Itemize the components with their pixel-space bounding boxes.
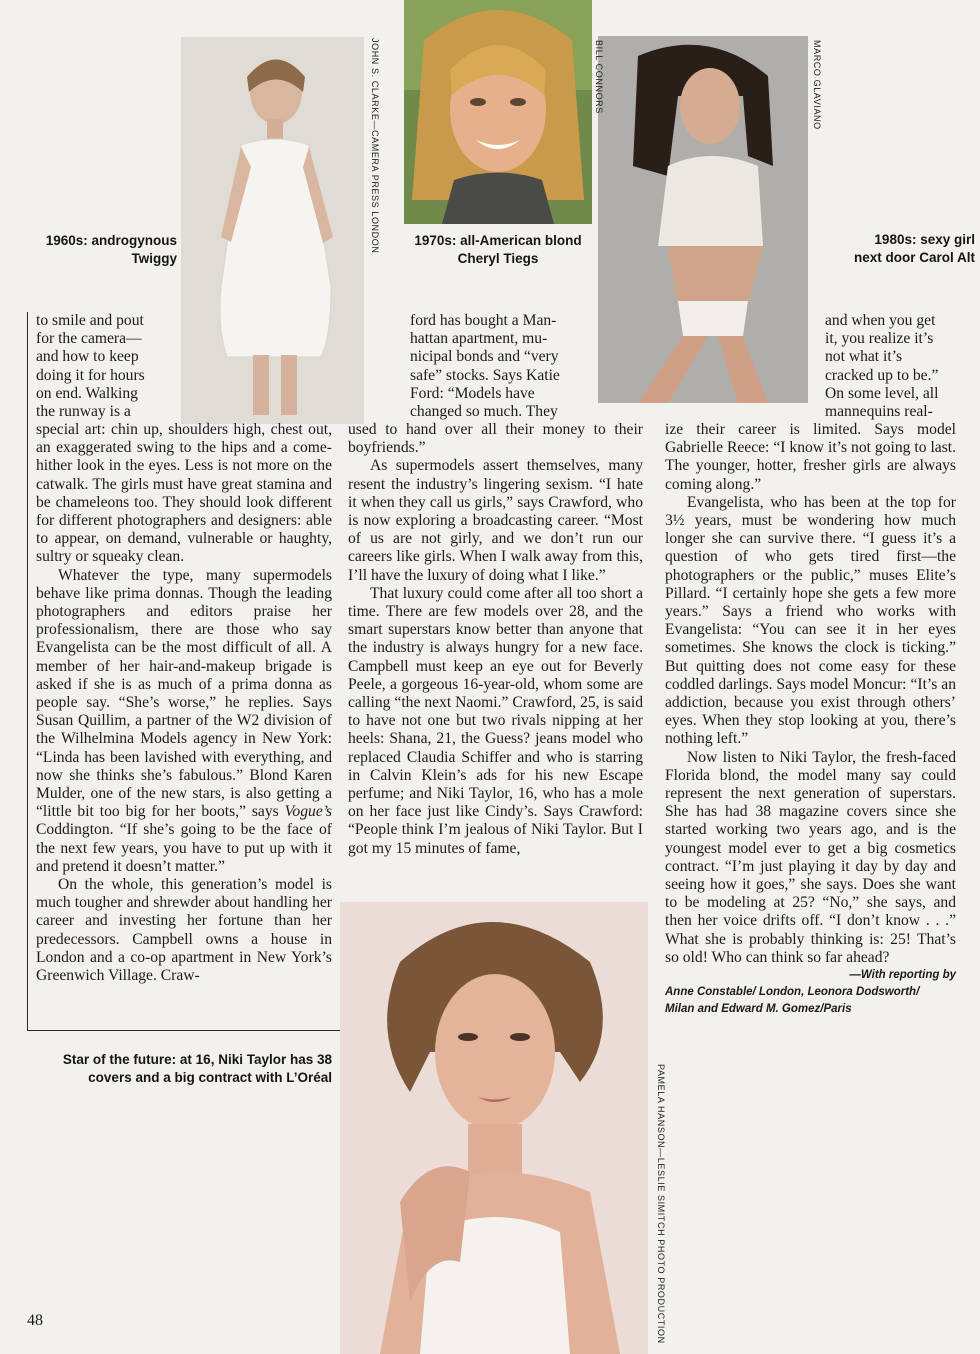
col1-paragraph-1: special art: chin up, shoulders high, chest out, an exaggerated swing to the hips and a come-hither look in the eyes. Less is not more on the catwalk. The girls must have great stamina and be chameleons too. They should look different for different photographers and designers: able to appear, on demand, vulnerable or haughty, sultry or squeaky clean.: [36, 421, 332, 566]
col2-line: safe” stocks. Says Katie: [410, 366, 560, 384]
column-2-narrow: [410, 312, 584, 421]
col1-paragraph-3: On the whole, this generation’s model is much tougher and shrewder about handling her career and investing her fortune than her predecessors. Campbell owns a house in London and a co-op apartment in New York’s Greenwich Village. Craw-: [36, 876, 332, 985]
column-1-narrow: [36, 312, 169, 421]
caption-carol-line1: 1980s: sexy girl: [874, 232, 975, 247]
col1-line: on end. Walking: [36, 384, 138, 402]
credit-cheryl-tiegs: BILL CONNORS: [594, 40, 604, 114]
col3-line: not what it’s: [825, 348, 903, 366]
credit-niki-taylor: PAMELA HANSON—LESLIE SIMITCH PHOTO PRODUCTION: [656, 1064, 666, 1344]
reporting-line-1: —With reporting by: [849, 969, 956, 982]
caption-carol-alt: [815, 231, 975, 267]
photo-carol-alt: [598, 36, 808, 403]
col3-line: cracked up to be.”: [825, 366, 939, 384]
col2-line: Ford: “Models have: [410, 384, 535, 402]
col3-paragraph-1: ize their career is limited. Says model Gabrielle Reece: “I know it’s not going to last. The younger, hotter, fresher girls are always coming along.”: [665, 421, 956, 493]
photo-niki-taylor: [340, 902, 648, 1354]
column-3-narrow: [825, 312, 956, 421]
caption-cheryl-line2: Cheryl Tiegs: [457, 251, 539, 266]
reporting-line-3: Milan and Edward M. Gomez/Paris: [665, 1003, 852, 1016]
col2-paragraph-1: used to hand over all their money to their boyfriends.”: [348, 421, 643, 457]
photo-cheryl-tiegs: [404, 0, 592, 224]
col3-line: and when you get: [825, 312, 936, 329]
col1-line: for the camera—: [36, 330, 142, 348]
caption-twiggy-line2: Twiggy: [131, 251, 177, 266]
col2-line: changed so much. They: [410, 403, 558, 421]
col1-line: and how to keep: [36, 348, 139, 366]
col3-line: it, you realize it’s: [825, 330, 934, 348]
col3-line: On some level, all: [825, 384, 939, 402]
column-3-body: [665, 421, 956, 1018]
caption-niki-line1: Star of the future: at 16, Niki Taylor has 38: [62, 1052, 332, 1067]
cheryl-tiegs-image: [404, 0, 592, 224]
credit-carol-alt: MARCO GLAVIANO: [812, 40, 822, 130]
col2-line: nicipal bonds and “very: [410, 348, 559, 366]
column-1-body: [36, 421, 332, 985]
twiggy-image: [181, 37, 364, 424]
caption-niki-taylor: [20, 1051, 332, 1087]
col1-p2-italic: Vogue’s: [284, 803, 332, 821]
carol-alt-image: [598, 36, 808, 403]
column-2-body: [348, 421, 643, 858]
credit-twiggy: JOHN S. CLARKE—CAMERA PRESS LONDON: [370, 38, 380, 254]
col3-paragraph-2: Evangelista, who has been at the top for 3½ years, must be wondering how much longer she can survive there. “I guess it’s a question of who gets tired first—the photographers or the public,” muses Elite’s Pillard. “I certainly hope she gets a few more years.” Says a friend who works with Evangelista: “You can see it in her eyes sometimes. She knows the clock is ticking.” But quitting does not come easy for these coddled darlings. Says model Moncur: “It’s an addiction, because you exist through others’ eyes. When they stop looking at you, there’s nothing left.”: [665, 493, 956, 748]
col1-line: to smile and pout: [36, 312, 144, 329]
reporting-credit: [665, 967, 956, 1018]
col3-line: mannequins real-: [825, 403, 933, 421]
caption-twiggy: [20, 232, 177, 268]
caption-cheryl-tiegs: [404, 232, 592, 268]
caption-niki-line2: covers and a big contract with L’Oréal: [88, 1070, 332, 1085]
col3-paragraph-3: Now listen to Niki Taylor, the fresh-faced Florida blond, the model many say could represent the next generation of superstars. She has had 38 magazine covers since she started working two years ago, and is the youngest model ever to get a big cosmetics contract. “I’m just playing it day by day and seeing how it goes,” she says. Does she want to be modeling at 25? “No,” she says, and then her voice drifts off. “I don’t know . . .” What she is probably thinking is: 25! That’s so old! Who can think so far ahead?: [665, 748, 956, 966]
col2-line: hattan apartment, mu-: [410, 330, 548, 348]
caption-cheryl-line1: 1970s: all-American blond: [414, 233, 582, 248]
photo-twiggy: [181, 37, 364, 424]
col2-paragraph-2: As supermodels assert themselves, many resent the industry’s lingering sexism. “I hate it when they call us girls,” says Crawford, who is now exploring a broadcasting career. “Most of us are not girly, and we don’t run our careers like girls. When I walk away from this, I’ll have the luxury of doing what I like.”: [348, 457, 643, 584]
col1-p2-end: Coddington. “If she’s going to be the face of the next few years, you have to put up with it and pretend it doesn’t matter.”: [36, 821, 332, 875]
page-number: 48: [27, 1312, 43, 1329]
caption-carol-line2: next door Carol Alt: [853, 250, 975, 265]
col2-paragraph-3: That luxury could come after all too short a time. There are few models over 28, and the smart superstars know better than anyone that the industry is always hungry for a new face. Campbell must keep an eye out for Beverly Peele, a gorgeous 16-year-old, whom some are calling “the next Naomi.” Crawford, 25, is said to have not one but two rivals nipping at her heels: Shana, 21, the Guess? jeans model who replaced Claudia Schiffer and who is starring in Calvin Klein’s ads for his new Escape perfume; and Niki Taylor, 16, who has a mole on her face just like Cindy’s. Says Crawford: “People think I’m jealous of Niki Taylor. But I got my 15 minutes of fame,: [348, 584, 643, 857]
niki-taylor-image: [340, 902, 648, 1354]
col1-p2-text: Whatever the type, many supermodels behave like prima donnas. Though the leading photographers and editors praise her professionalism, there are those who say Evangelista can be the most difficult of all. A member of her hair-and-makeup brigade is asked if she is as much of a prima donna as people say. “She’s worse,” he replies. Says Susan Quillim, a partner of the W2 division of the Wilhelmina Models agency in New York: “Linda has been lavished with everything, and now she thinks she’s fabulous.” Blond Karen Mulder, one of the new stars, is also getting a “little bit too big for her boots,” says: [36, 566, 332, 821]
col2-line: ford has bought a Man-: [410, 312, 557, 329]
col1-line: the runway is a: [36, 403, 131, 421]
caption-twiggy-line1: 1960s: androgynous: [45, 233, 177, 248]
reporting-line-2: Anne Constable/ London, Leonora Dodsworth/: [665, 986, 920, 999]
col1-line: doing it for hours: [36, 366, 145, 384]
col1-paragraph-2: [36, 567, 332, 876]
